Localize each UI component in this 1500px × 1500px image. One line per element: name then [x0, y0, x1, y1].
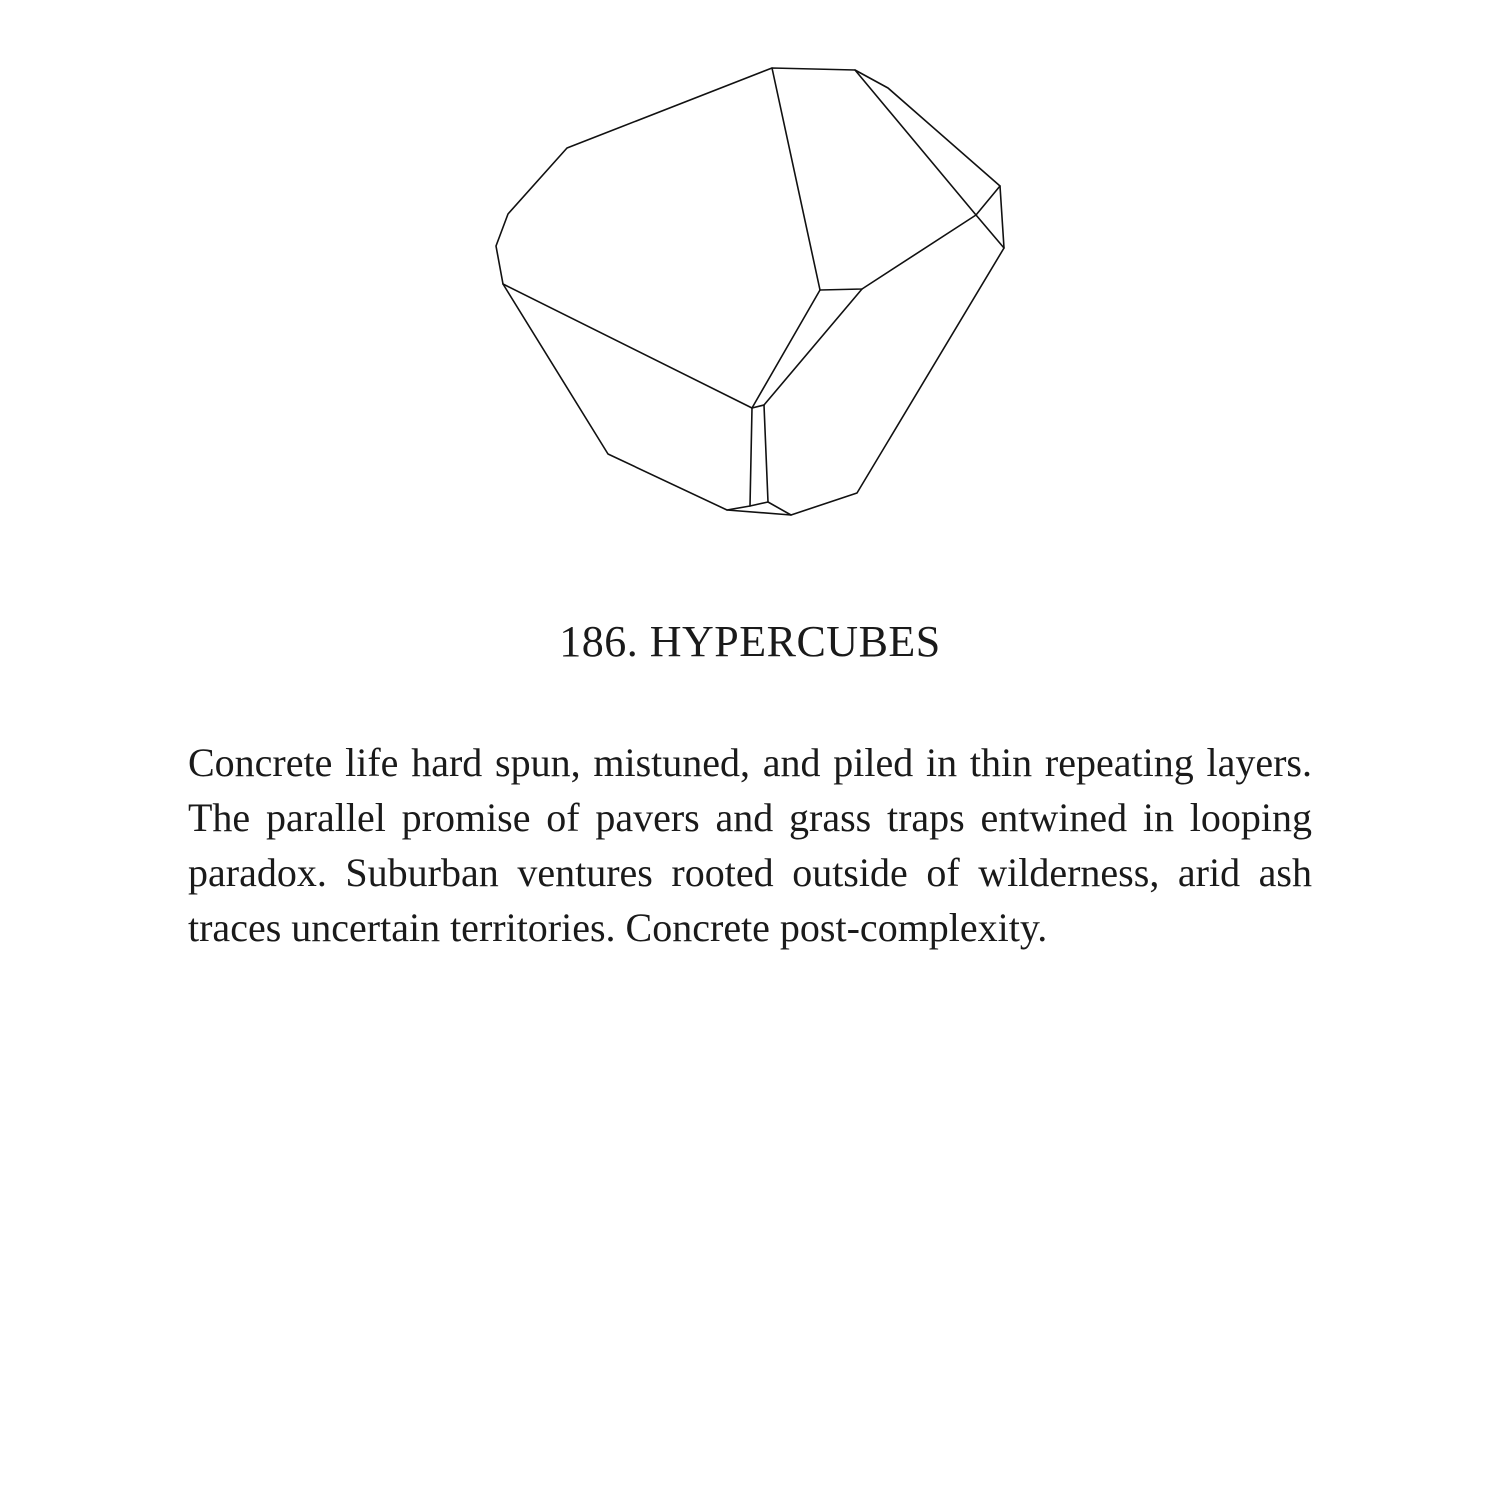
- polyhedron-edge-inner-diagonal-b: [764, 289, 862, 405]
- polyhedron-edge-top-left: [772, 68, 820, 290]
- polyhedron-line-drawing-icon: [0, 0, 1500, 560]
- polyhedron-outline: [496, 68, 1004, 515]
- polyhedron-illustration: [0, 0, 1500, 560]
- polyhedron-edge-inner-top: [820, 215, 976, 290]
- entry-title: 186. HYPERCUBES: [559, 617, 941, 666]
- entry-body: Concrete life hard spun, mistuned, and piled in thin repeating layers. The parallel promise of pavers and grass traps entwined in looping paradox. Suburban ventures rooted outside of wilderness, arid ash traces uncertain territories. Concrete post-complexity.: [188, 740, 1312, 950]
- polyhedron-edge-sliver-right: [764, 405, 768, 502]
- polyhedron-edge-right-vertical: [976, 186, 1000, 215]
- polyhedron-edge-sliver-left: [750, 408, 752, 506]
- polyhedron-edge-right-facet: [855, 70, 1004, 248]
- polyhedron-edge-left-lower: [503, 284, 752, 408]
- polyhedron-edge-inner-diagonal-a: [752, 290, 820, 408]
